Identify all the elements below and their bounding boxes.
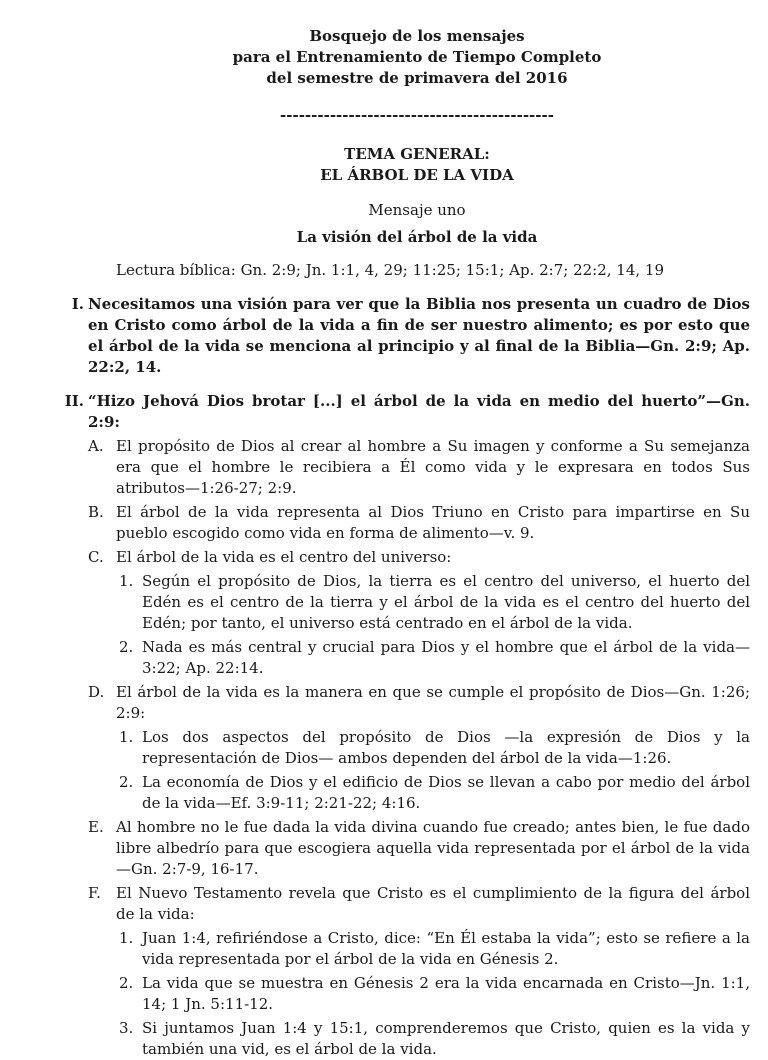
outline-item-text: Juan 1:4, refiriéndose a Cristo, dice: “En Él estaba la vida”; esto se refiere a la vida representada por el árbol de la vida en Génesis 2. <box>142 929 750 968</box>
outline-subpoint-text: El árbol de la vida es la manera en que se cumple el propósito de Dios—Gn. 1:26; 2:9: <box>116 683 750 722</box>
outline-item <box>64 727 750 769</box>
outline-subpoint-letter: C. <box>88 548 104 566</box>
header-line-1: Bosquejo de los mensajes <box>309 27 525 45</box>
outline-item <box>64 772 750 814</box>
outline-subpoint <box>64 817 750 880</box>
outline-item-text: Según el propósito de Dios, la tierra es el centro del universo, el huerto del Edén es el centro de la tierra y el árbol de la vida es el centro del huerto del Edén; por tanto, el universo está centrado en el árbol de la vida. <box>142 572 750 632</box>
outline-item <box>64 928 750 970</box>
outline-subpoint-letter: B. <box>88 503 104 521</box>
outline-subpoint-text: El árbol de la vida es el centro del universo: <box>116 548 452 566</box>
outline-item <box>64 973 750 1015</box>
outline-point-number: I. <box>71 295 84 313</box>
outline-subpoint <box>64 502 750 544</box>
outline-subpoint-letter: E. <box>88 818 104 836</box>
outline-item <box>64 571 750 634</box>
general-theme <box>64 144 750 186</box>
outline-item-text: Si juntamos Juan 1:4 y 15:1, comprenderemos que Cristo, quien es la vida y también una vid, es el árbol de la vida. <box>142 1019 750 1058</box>
outline-item-number: 3. <box>119 1019 134 1037</box>
outline-point <box>64 294 750 378</box>
outline-point-text: Necesitamos una visión para ver que la Biblia nos presenta un cuadro de Dios en Cristo como árbol de la vida a fin de ser nuestro alimento; es por esto que el árbol de la vida se menciona al principio y al final de la Biblia—Gn. 2:9; Ap. 22:2, 14. <box>88 295 750 376</box>
outline-subpoint-letter: A. <box>88 437 104 455</box>
header-divider: -------------------------------------------- <box>280 106 554 124</box>
outline-item-number: 2. <box>119 638 134 656</box>
outline-subpoint-letter: D. <box>88 683 105 701</box>
outline-subpoint-text: El Nuevo Testamento revela que Cristo es el cumplimiento de la figura del árbol de la vida: <box>116 884 750 923</box>
outline-item-text: La vida que se muestra en Génesis 2 era la vida encarnada en Cristo—Jn. 1:1, 14; 1 Jn. 5:11-12. <box>142 974 750 1013</box>
outline-item-number: 2. <box>119 974 134 992</box>
outline-item-text: Nada es más central y crucial para Dios y el hombre que el árbol de la vida—3:22; Ap. 22:14. <box>142 638 750 677</box>
general-theme-title: EL ÁRBOL DE LA VIDA <box>320 166 514 184</box>
message-number: Mensaje uno <box>368 201 466 219</box>
outline-subpoint-text: El árbol de la vida representa al Dios Triuno en Cristo para impartirse en Su pueblo escogido como vida en forma de alimento—v. 9. <box>116 503 750 542</box>
outline-subpoint <box>64 682 750 724</box>
outline-item-number: 1. <box>119 929 134 947</box>
outline-item-number: 2. <box>119 773 134 791</box>
scripture-reading: Lectura bíblica: Gn. 2:9; Jn. 1:1, 4, 29; 11:25; 15:1; Ap. 2:7; 22:2, 14, 19 <box>116 261 665 279</box>
outline-point <box>64 391 750 433</box>
outline-item <box>64 1018 750 1060</box>
message-title: La visión del árbol de la vida <box>296 228 538 246</box>
outline-subpoint <box>64 436 750 499</box>
outline-subpoint <box>64 547 750 568</box>
outline-point-text: “Hizo Jehová Dios brotar [...] el árbol de la vida en medio del huerto”—Gn. 2:9: <box>88 392 750 431</box>
header-line-2: para el Entrenamiento de Tiempo Completo <box>232 48 602 66</box>
document-header <box>64 26 750 89</box>
outline-item-number: 1. <box>119 728 134 746</box>
outline-item-number: 1. <box>119 572 134 590</box>
outline-item-text: Los dos aspectos del propósito de Dios —la expresión de Dios y la representación de Dios— ambos dependen del árbol de la vida—1:26. <box>142 728 750 767</box>
outline-subpoint-text: El propósito de Dios al crear al hombre a Su imagen y conforme a Su semejanza era que el hombre le recibiera a Él como vida y le expresara en todos Sus atributos—1:26-27; 2:9. <box>116 437 750 497</box>
header-line-3: del semestre de primavera del 2016 <box>266 69 568 87</box>
outline-subpoint <box>64 883 750 925</box>
outline-subpoint-text: Al hombre no le fue dada la vida divina cuando fue creado; antes bien, le fue dado libre albedrío para que escogiera aquella vida representada por el árbol de la vida—Gn. 2:7-9, 16-17. <box>116 818 750 878</box>
outline-item <box>64 637 750 679</box>
general-theme-label: TEMA GENERAL: <box>344 145 490 163</box>
outline-point-number: II. <box>64 392 84 410</box>
outline-item-text: La economía de Dios y el edificio de Dios se llevan a cabo por medio del árbol de la vida—Ef. 3:9-11; 2:21-22; 4:16. <box>142 773 750 812</box>
outline-subpoint-letter: F. <box>88 884 101 902</box>
